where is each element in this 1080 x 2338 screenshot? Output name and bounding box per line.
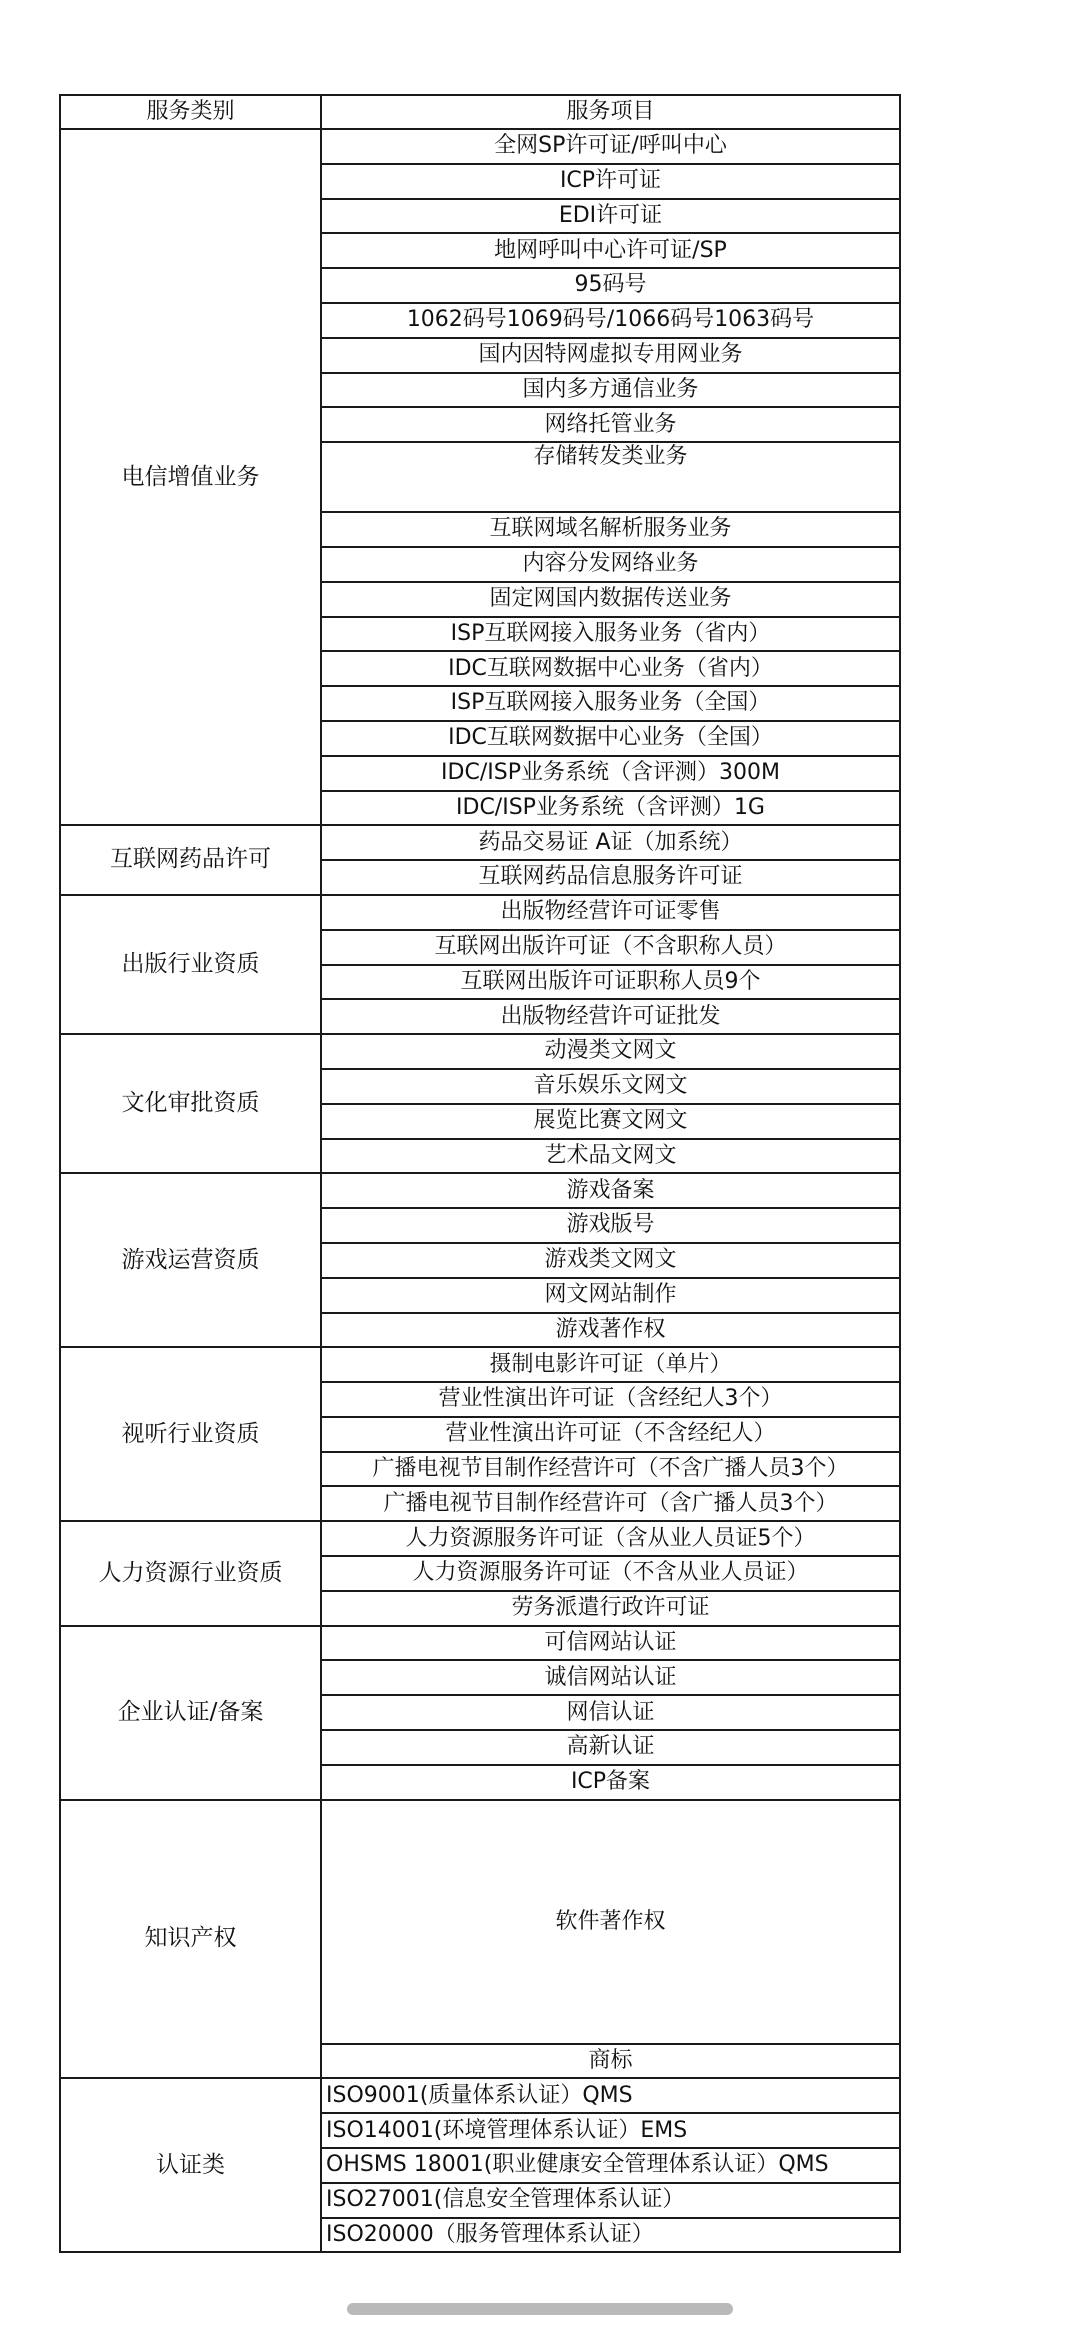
table-row [60, 1034, 900, 1069]
service-item-cell: 存储转发类业务 [321, 442, 900, 512]
service-item-cell: 药品交易证 A证（加系统） [321, 825, 900, 860]
service-item-cell: 1062码号1069码号/1066码号1063码号 [321, 303, 900, 338]
service-item-cell: 地网呼叫中心许可证/SP [321, 233, 900, 268]
header-item: 服务项目 [321, 95, 900, 129]
service-item-cell: 高新认证 [321, 1730, 900, 1765]
header-row [60, 95, 900, 129]
service-item-cell: EDI许可证 [321, 199, 900, 234]
service-item-cell: 诚信网站认证 [321, 1660, 900, 1695]
service-item-cell: 音乐娱乐文网文 [321, 1069, 900, 1104]
service-item-cell: 网信认证 [321, 1695, 900, 1730]
service-item-cell: IDC/ISP业务系统（含评测）1G [321, 791, 900, 826]
service-item-cell: 广播电视节目制作经营许可（不含广播人员3个） [321, 1452, 900, 1487]
service-item-cell: ISP互联网接入服务业务（省内） [321, 617, 900, 652]
header-category: 服务类别 [60, 95, 321, 129]
table-row [60, 1626, 900, 1661]
table-row [60, 2078, 900, 2113]
service-item-cell: 游戏类文网文 [321, 1243, 900, 1278]
table-row [60, 129, 900, 164]
category-cell: 视听行业资质 [60, 1347, 321, 1521]
service-item-cell: ISP互联网接入服务业务（全国） [321, 686, 900, 721]
service-item-cell: 网络托管业务 [321, 407, 900, 442]
service-item-cell: 动漫类文网文 [321, 1034, 900, 1069]
service-item-cell: 广播电视节目制作经营许可（含广播人员3个） [321, 1486, 900, 1521]
service-item-cell: 可信网站认证 [321, 1626, 900, 1661]
table-row [60, 825, 900, 860]
service-item-cell: 游戏版号 [321, 1208, 900, 1243]
service-item-cell: 互联网域名解析服务业务 [321, 512, 900, 547]
service-item-cell: ICP许可证 [321, 164, 900, 199]
service-item-cell: ISO9001(质量体系认证）QMS [321, 2078, 900, 2113]
service-item-cell: 国内多方通信业务 [321, 373, 900, 408]
service-item-cell: 商标 [321, 2044, 900, 2079]
service-item-cell: IDC互联网数据中心业务（全国） [321, 721, 900, 756]
service-item-cell: 互联网出版许可证（不含职称人员） [321, 930, 900, 965]
service-item-cell: 出版物经营许可证批发 [321, 999, 900, 1034]
service-item-cell: ISO27001(信息安全管理体系认证） [321, 2183, 900, 2218]
service-item-cell: IDC互联网数据中心业务（省内） [321, 651, 900, 686]
category-cell: 认证类 [60, 2078, 321, 2252]
table-row [60, 1347, 900, 1382]
service-item-cell: 摄制电影许可证（单片） [321, 1347, 900, 1382]
service-item-cell: 游戏著作权 [321, 1313, 900, 1348]
service-item-cell: ISO14001(环境管理体系认证）EMS [321, 2113, 900, 2148]
service-item-cell: 艺术品文网文 [321, 1139, 900, 1174]
table-row [60, 895, 900, 930]
service-item-cell: 营业性演出许可证（含经纪人3个） [321, 1382, 900, 1417]
service-item-cell: ICP备案 [321, 1765, 900, 1800]
service-item-cell: 国内因特网虚拟专用网业务 [321, 338, 900, 373]
category-cell: 企业认证/备案 [60, 1626, 321, 1800]
service-item-cell: 营业性演出许可证（不含经纪人） [321, 1417, 900, 1452]
category-cell: 文化审批资质 [60, 1034, 321, 1173]
service-item-cell: ISO20000（服务管理体系认证） [321, 2218, 900, 2253]
service-table [59, 94, 901, 2253]
service-item-cell: 网文网站制作 [321, 1278, 900, 1313]
category-cell: 出版行业资质 [60, 895, 321, 1034]
category-cell: 人力资源行业资质 [60, 1521, 321, 1625]
category-cell: 知识产权 [60, 1800, 321, 2079]
service-item-cell: 软件著作权 [321, 1800, 900, 2044]
category-cell: 互联网药品许可 [60, 825, 321, 895]
service-item-cell: IDC/ISP业务系统（含评测）300M [321, 756, 900, 791]
service-item-cell: 互联网出版许可证职称人员9个 [321, 965, 900, 1000]
service-item-cell: 全网SP许可证/呼叫中心 [321, 129, 900, 164]
service-item-cell: OHSMS 18001(职业健康安全管理体系认证）QMS [321, 2148, 900, 2183]
service-item-cell: 人力资源服务许可证（不含从业人员证） [321, 1556, 900, 1591]
service-item-cell: 95码号 [321, 268, 900, 303]
category-cell: 游戏运营资质 [60, 1173, 321, 1347]
table-body [60, 129, 900, 2252]
service-item-cell: 展览比赛文网文 [321, 1104, 900, 1139]
service-item-cell: 出版物经营许可证零售 [321, 895, 900, 930]
category-cell: 电信增值业务 [60, 129, 321, 825]
home-indicator[interactable] [347, 2303, 733, 2315]
service-item-cell: 内容分发网络业务 [321, 547, 900, 582]
table-row [60, 1800, 900, 2044]
service-item-cell: 游戏备案 [321, 1173, 900, 1208]
table-row [60, 1173, 900, 1208]
table-row [60, 1521, 900, 1556]
service-item-cell: 固定网国内数据传送业务 [321, 582, 900, 617]
service-item-cell: 互联网药品信息服务许可证 [321, 860, 900, 895]
service-item-cell: 劳务派遣行政许可证 [321, 1591, 900, 1626]
service-item-cell: 人力资源服务许可证（含从业人员证5个） [321, 1521, 900, 1556]
